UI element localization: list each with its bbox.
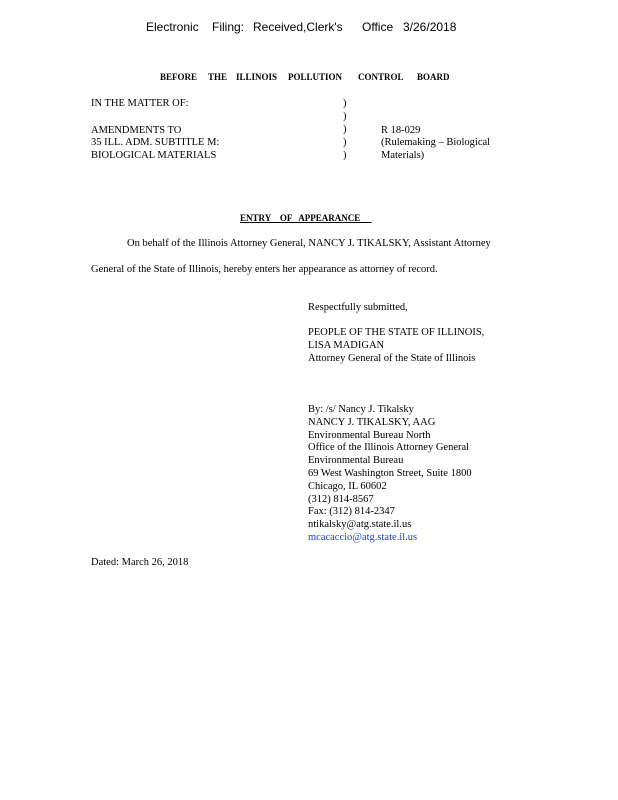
case-number: R 18-029 xyxy=(381,125,421,136)
signature-line: By: /s/ Nancy J. Tikalsky xyxy=(308,404,414,415)
stamp-word: Electronic xyxy=(146,20,199,34)
paren: ) xyxy=(343,124,347,135)
stamp-word: Received,Clerk's xyxy=(253,20,343,34)
paren: ) xyxy=(343,111,347,122)
caption-amendments: AMENDMENTS TO xyxy=(91,125,182,136)
paren: ) xyxy=(343,150,347,161)
city-state-zip: Chicago, IL 60602 xyxy=(308,480,387,492)
closing-text: Respectfully submitted, xyxy=(308,302,408,313)
paren: ) xyxy=(343,98,347,109)
ag-name: LISA MADIGAN xyxy=(308,339,385,351)
email-primary: ntikalsky@atg.state.il.us xyxy=(308,519,412,531)
signer-name: NANCY J. TIKALSKY, AAG xyxy=(308,416,436,428)
stamp-word: Office xyxy=(362,20,394,34)
party-block xyxy=(308,327,484,365)
caption-materials: BIOLOGICAL MATERIALS xyxy=(91,150,217,161)
board-word: BOARD xyxy=(417,72,450,82)
board-word: ILLINOIS xyxy=(236,72,278,82)
ag-title: Attorney General of the State of Illinois xyxy=(308,352,476,364)
office-line-1: Office of the Illinois Attorney General xyxy=(308,442,470,454)
stamp-date: 3/26/2018 xyxy=(403,20,457,34)
case-type: (Rulemaking – Biological xyxy=(381,137,491,148)
body-paragraph-line-1: On behalf of the Illinois Attorney General, NANCY J. TIKALSKY, Assistant Attorney xyxy=(127,238,491,249)
case-type-cont: Materials) xyxy=(381,150,425,161)
paren: ) xyxy=(343,137,347,148)
caption-matter: IN THE MATTER OF: xyxy=(91,98,189,109)
party-name: PEOPLE OF THE STATE OF ILLINOIS, xyxy=(308,327,485,338)
street-address: 69 West Washington Street, Suite 1800 xyxy=(308,467,472,479)
document-title: ENTRY OF APPEARANCE xyxy=(240,213,372,223)
body-paragraph-line-2: General of the State of Illinois, hereby enters her appearance as attorney of record. xyxy=(91,264,438,275)
board-word: BEFORE xyxy=(160,72,198,82)
caption-subtitle: 35 ILL. ADM. SUBTITLE M: xyxy=(91,137,220,148)
board-word: CONTROL xyxy=(358,72,404,82)
closing xyxy=(308,302,408,315)
bureau-name: Environmental Bureau North xyxy=(308,429,431,441)
phone-number: (312) 814-8567 xyxy=(308,493,374,505)
board-word: THE xyxy=(208,72,228,82)
signature-block xyxy=(308,404,472,545)
email-secondary-link[interactable]: mcacaccio@atg.state.il.us xyxy=(308,531,418,543)
office-line-2: Environmental Bureau xyxy=(308,455,404,467)
fax-number: Fax: (312) 814-2347 xyxy=(308,506,395,518)
stamp-word: Filing: xyxy=(212,20,245,34)
date-line: Dated: March 26, 2018 xyxy=(91,557,189,568)
board-word: POLLUTION xyxy=(288,72,343,82)
